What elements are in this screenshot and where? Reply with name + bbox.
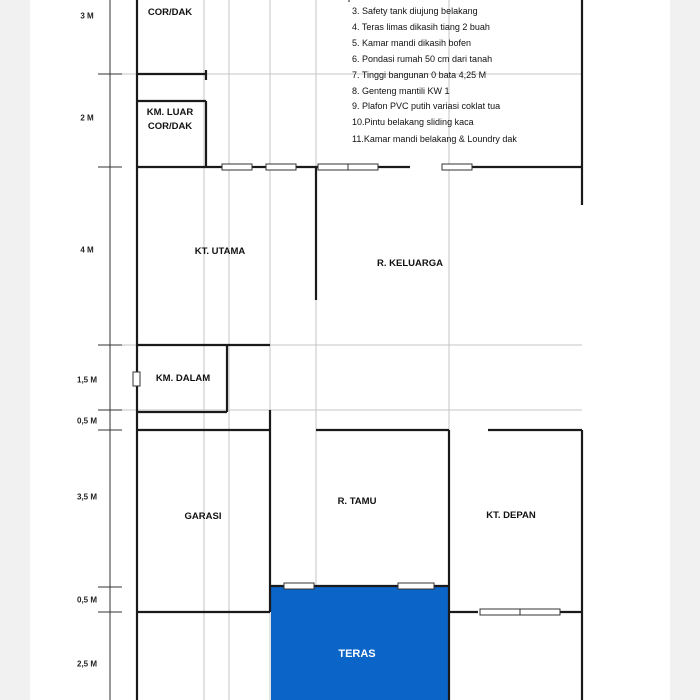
room-label-km-luar: KM. LUAR [146, 107, 194, 118]
note-item: 4. Teras limas dikasih tiang 2 buah [352, 22, 490, 32]
dim-label: 0,5 M [76, 416, 98, 426]
room-label-km-dalam: KM. DALAM [155, 373, 211, 384]
dim-label: 3,5 M [76, 492, 98, 502]
room-label-km-luar-cor-dak: COR/DAK [147, 121, 193, 132]
teras-fill [271, 586, 449, 700]
room-label-r-tamu: R. TAMU [337, 496, 377, 507]
note-item: 6. Pondasi rumah 50 cm dari tanah [352, 54, 493, 64]
windows [133, 164, 560, 615]
room-label-garasi: GARASI [184, 511, 222, 522]
room-label-kt-utama: KT. UTAMA [194, 246, 246, 257]
note-item: 8. Genteng mantili KW 1 [352, 86, 450, 96]
dimension-axis [98, 0, 122, 700]
dim-label: 0,5 M [76, 595, 98, 605]
room-label-r-keluarga: R. KELUARGA [377, 258, 443, 269]
dim-label: 4 M [80, 245, 94, 255]
room-label-teras: TERAS [338, 648, 376, 660]
room-label-cor-dak: COR/DAK [147, 7, 193, 18]
note-item: 5. Kamar mandi dikasih bofen [352, 38, 472, 48]
dim-label: 1,5 M [76, 375, 98, 385]
note-item: 7. Tinggi bangunan 0 bata 4,25 M [352, 70, 487, 80]
note-item: 3. Safety tank diujung belakang [352, 6, 478, 16]
dim-label: 2,5 M [76, 659, 98, 669]
floor-plan-sheet [30, 0, 670, 700]
note-item: 11.Kamar mandi belakang & Loundry dak [352, 134, 517, 144]
room-label-kt-depan: KT. DEPAN [486, 510, 536, 521]
dim-label: 2 M [80, 113, 94, 123]
note-item: 10.Pintu belakang sliding kaca [352, 117, 474, 127]
dim-label: 3 M [80, 11, 94, 21]
note-item: 9. Plafon PVC putih variasi coklat tua [352, 101, 501, 111]
